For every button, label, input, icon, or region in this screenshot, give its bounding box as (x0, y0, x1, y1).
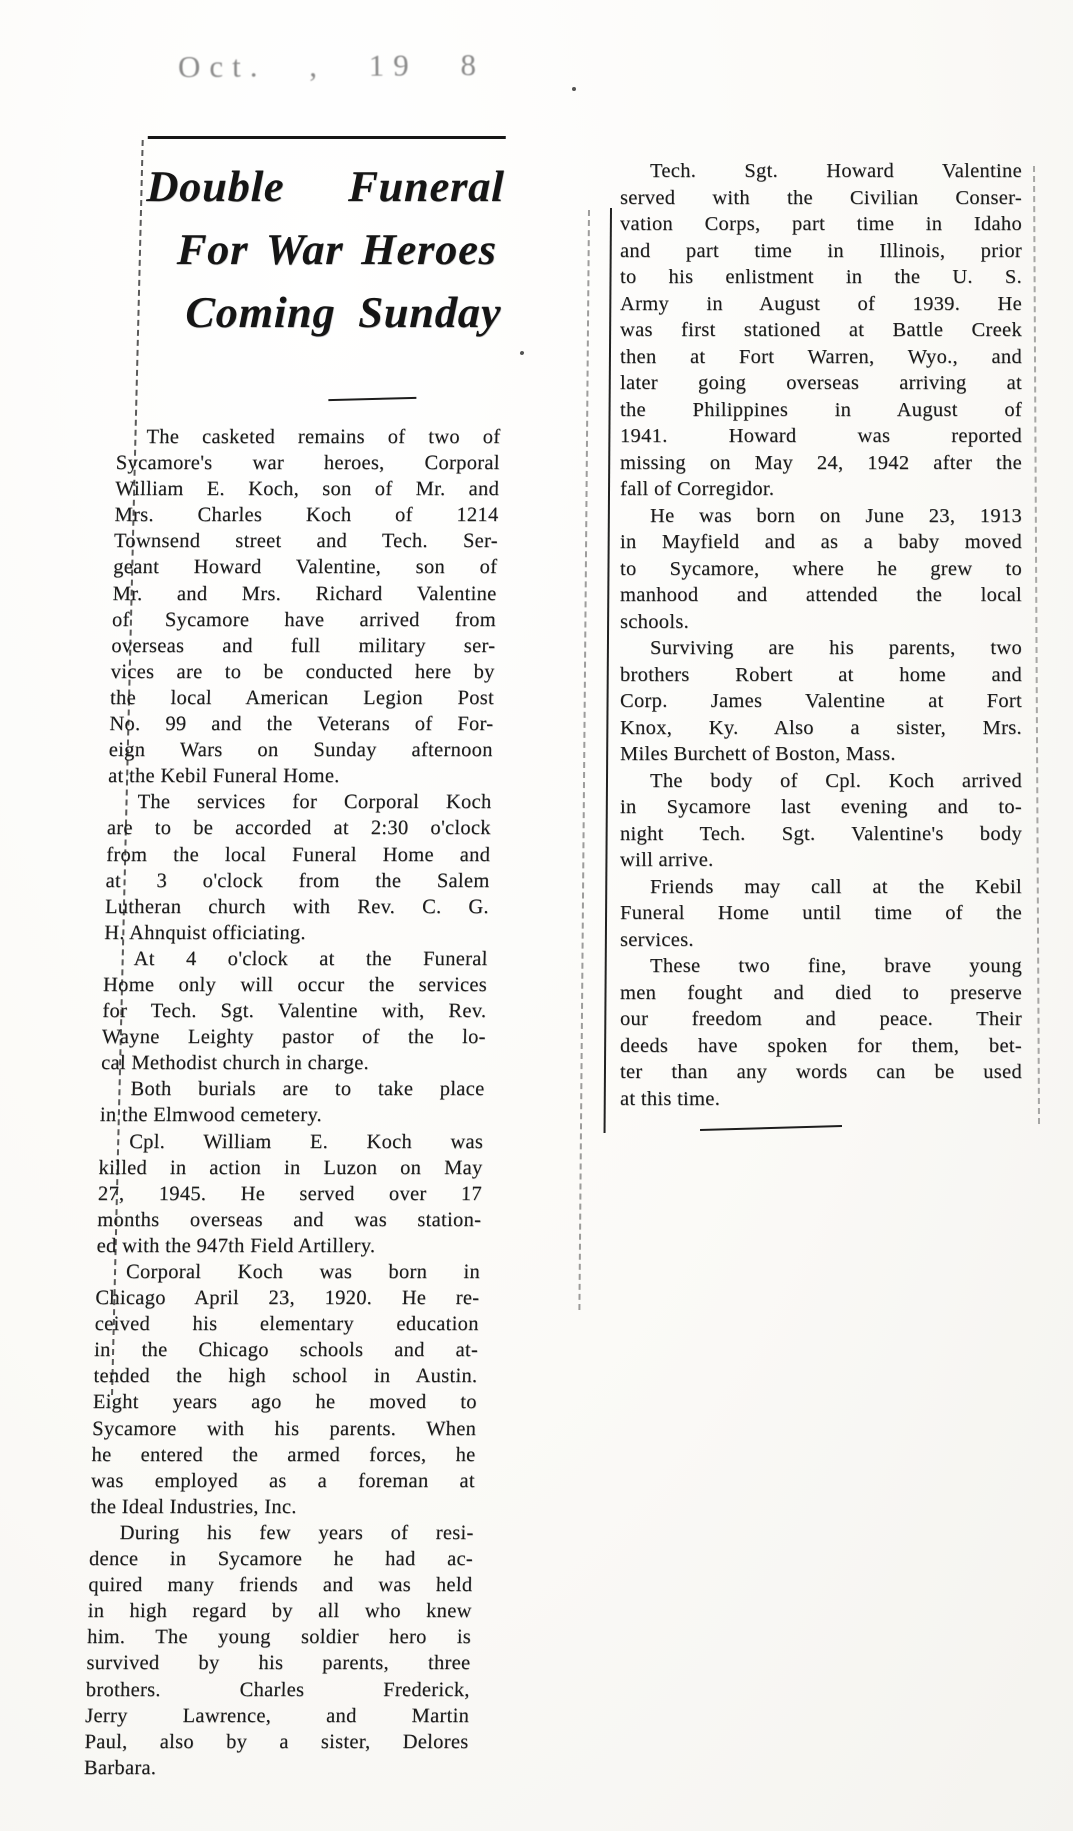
paragraph (620, 874, 1022, 954)
text-line: Funeral Home until time of the (620, 902, 1022, 924)
paragraph (101, 946, 488, 1076)
article-end-rule (700, 1125, 842, 1131)
text-line: in the Chicago schools and at- (93, 1339, 479, 1362)
headline (143, 136, 506, 344)
text-line: Friends may call at the Kebil (650, 875, 1022, 898)
text-line: the Ideal Industries, Inc. (90, 1495, 298, 1518)
text-line: the local American Legion Post (109, 686, 495, 709)
text-line: Barbara. (83, 1756, 157, 1779)
headline-line: For War Heroes (176, 225, 498, 274)
headline-lines (143, 155, 506, 344)
headline-line: Double Funeral (145, 162, 506, 211)
text-line: our freedom and peace. Their (620, 1008, 1022, 1030)
paragraph (620, 953, 1022, 1112)
text-line: in Mayfield and as a baby moved (620, 531, 1022, 553)
text-line: These two fine, brave young (650, 955, 1022, 977)
text-line: Eight years ago he moved to (92, 1391, 478, 1414)
text-line: brothers Robert at home and (620, 663, 1022, 686)
text-line: deeds have spoken for them, bet- (620, 1034, 1022, 1057)
text-line: brothers. Charles Frederick, (85, 1678, 471, 1701)
text-line: Army in August of 1939. He (620, 292, 1022, 315)
text-line: the Philippines in August of (620, 398, 1022, 421)
paragraph (620, 503, 1022, 636)
text-line: him. The young soldier hero is (86, 1626, 472, 1649)
text-line: services. (620, 928, 694, 951)
text-line: tended the high school in Austin. (93, 1365, 478, 1388)
text-line: Mrs. Charles Koch of 1214 (114, 504, 499, 527)
left-clipping-region (83, 128, 530, 1808)
text-line: During his few years of resi- (119, 1521, 474, 1544)
paragraph (84, 1520, 474, 1781)
text-line: for Tech. Sgt. Valentine with, Rev. (102, 1000, 487, 1023)
text-line: The casketed remains of two of (146, 426, 501, 448)
text-line: manhood and attended the local (620, 584, 1022, 606)
text-line: He was born on June 23, 1913 (650, 504, 1022, 527)
headline-line: Coming Sunday (184, 288, 503, 337)
right-column-left-rule (604, 208, 612, 1133)
paragraph (620, 158, 1022, 503)
text-line: quired many friends and was held (88, 1574, 473, 1597)
text-line: ter than any words can be used (620, 1061, 1022, 1083)
paragraph (96, 1129, 483, 1259)
text-line: at this time. (620, 1087, 721, 1110)
text-line: missing on May 24, 1942 after the (620, 451, 1022, 474)
text-line: men fought and died to preserve (620, 981, 1022, 1004)
text-line: Paul, also by a sister, Delores (84, 1730, 469, 1753)
text-line: Chicago April 23, 1920. He re- (95, 1287, 480, 1310)
text-line: was first stationed at Battle Creek (620, 319, 1022, 341)
text-line: cal Methodist church in charge. (100, 1052, 370, 1075)
text-line: overseas and full military ser- (111, 634, 496, 657)
paragraph (620, 635, 1022, 768)
text-line: Corporal Koch was born in (125, 1261, 481, 1283)
text-line: night Tech. Sgt. Valentine's body (620, 822, 1022, 845)
text-line: Tech. Sgt. Howard Valentine (650, 160, 1022, 182)
text-line: ed with the 947th Field Artillery. (96, 1234, 376, 1257)
text-line: he entered the armed forces, he (91, 1443, 476, 1466)
text-line: Townsend street and Tech. Ser- (113, 530, 499, 553)
text-line: Lutheran church with Rev. C. G. (104, 895, 490, 918)
text-line: Knox, Ky. Also a sister, Mrs. (620, 716, 1022, 739)
text-line: in Sycamore last evening and to- (620, 796, 1022, 818)
text-line: Sycamore with his parents. When (91, 1417, 477, 1440)
text-line: are to be accorded at 2:30 o'clock (106, 817, 492, 840)
column-separator-dashed-rule (578, 210, 590, 1310)
text-line: William E. Koch, son of Mr. and (114, 478, 500, 501)
text-line: at 3 o'clock from the Salem (105, 869, 490, 892)
text-line: At 4 o'clock at the Funeral (133, 947, 488, 970)
text-line: Cpl. William E. Koch was (128, 1130, 484, 1153)
text-line: No. 99 and the Veterans of For- (109, 713, 494, 736)
text-line: The services for Corporal Koch (137, 791, 492, 814)
text-line: in the Elmwood cemetery. (99, 1104, 323, 1127)
text-line: from the local Funeral Home and (105, 843, 491, 866)
text-line: H. Ahnquist officiating. (104, 921, 307, 944)
text-line: Mr. and Mrs. Richard Valentine (112, 582, 497, 605)
text-line: eign Wars on Sunday afternoon (108, 739, 494, 762)
right-column-right-dashed-rule (1033, 166, 1040, 1124)
headline-divider-rule (328, 397, 416, 401)
left-column (84, 424, 501, 1781)
text-line: dence in Sycamore he had ac- (88, 1548, 474, 1571)
text-line: months overseas and was station- (97, 1208, 482, 1231)
text-line: The body of Cpl. Koch arrived (650, 769, 1022, 792)
text-line: Miles Burchett of Boston, Mass. (620, 743, 896, 765)
text-line: ceived his elementary education (94, 1313, 480, 1336)
text-line: survived by his parents, three (86, 1652, 471, 1675)
text-line: and part time in Illinois, prior (620, 239, 1022, 262)
text-line: to Sycamore, where he grew to (620, 557, 1022, 580)
text-line: was employed as a foreman at (90, 1469, 476, 1492)
text-line: Wayne Leighty pastor of the lo- (101, 1026, 487, 1049)
text-line: Sycamore's war heroes, Corporal (115, 452, 501, 475)
text-line: Jerry Lawrence, and Martin (84, 1704, 470, 1727)
text-line: then at Fort Warren, Wyo., and (620, 345, 1022, 368)
text-line: geant Howard Valentine, son of (112, 556, 498, 579)
text-line: at the Kebil Funeral Home. (107, 765, 340, 788)
text-line: vices are to be conducted here by (110, 660, 495, 683)
text-line: killed in action in Luzon on May (98, 1156, 483, 1179)
text-line: Surviving are his parents, two (650, 637, 1022, 659)
text-line: will arrive. (620, 849, 714, 871)
paragraph (90, 1259, 480, 1520)
text-line: 1941. Howard was reported (620, 425, 1022, 447)
paragraph (104, 789, 492, 946)
text-line: to his enlistment in the U. S. (620, 266, 1022, 288)
text-line: of Sycamore have arrived from (111, 608, 497, 631)
text-line: fall of Corregidor. (620, 478, 775, 500)
paragraph (620, 768, 1022, 874)
right-column (620, 158, 1022, 1112)
text-line: 27, 1945. He served over 17 (97, 1182, 483, 1205)
text-line: later going overseas arriving at (620, 372, 1022, 394)
paragraph (108, 424, 501, 789)
text-line: Home only will occur the services (102, 973, 488, 996)
date-stamp: Oct. , 19 8 (177, 46, 486, 85)
text-line: Both burials are to take place (130, 1078, 485, 1101)
text-line: served with the Civilian Conser- (620, 186, 1022, 209)
paragraph (100, 1076, 485, 1128)
text-line: in high regard by all who knew (87, 1600, 473, 1623)
ink-speck (572, 87, 576, 91)
text-line: vation Corps, part time in Idaho (620, 213, 1022, 235)
text-line: schools. (620, 610, 690, 633)
text-line: Corp. James Valentine at Fort (620, 690, 1022, 712)
